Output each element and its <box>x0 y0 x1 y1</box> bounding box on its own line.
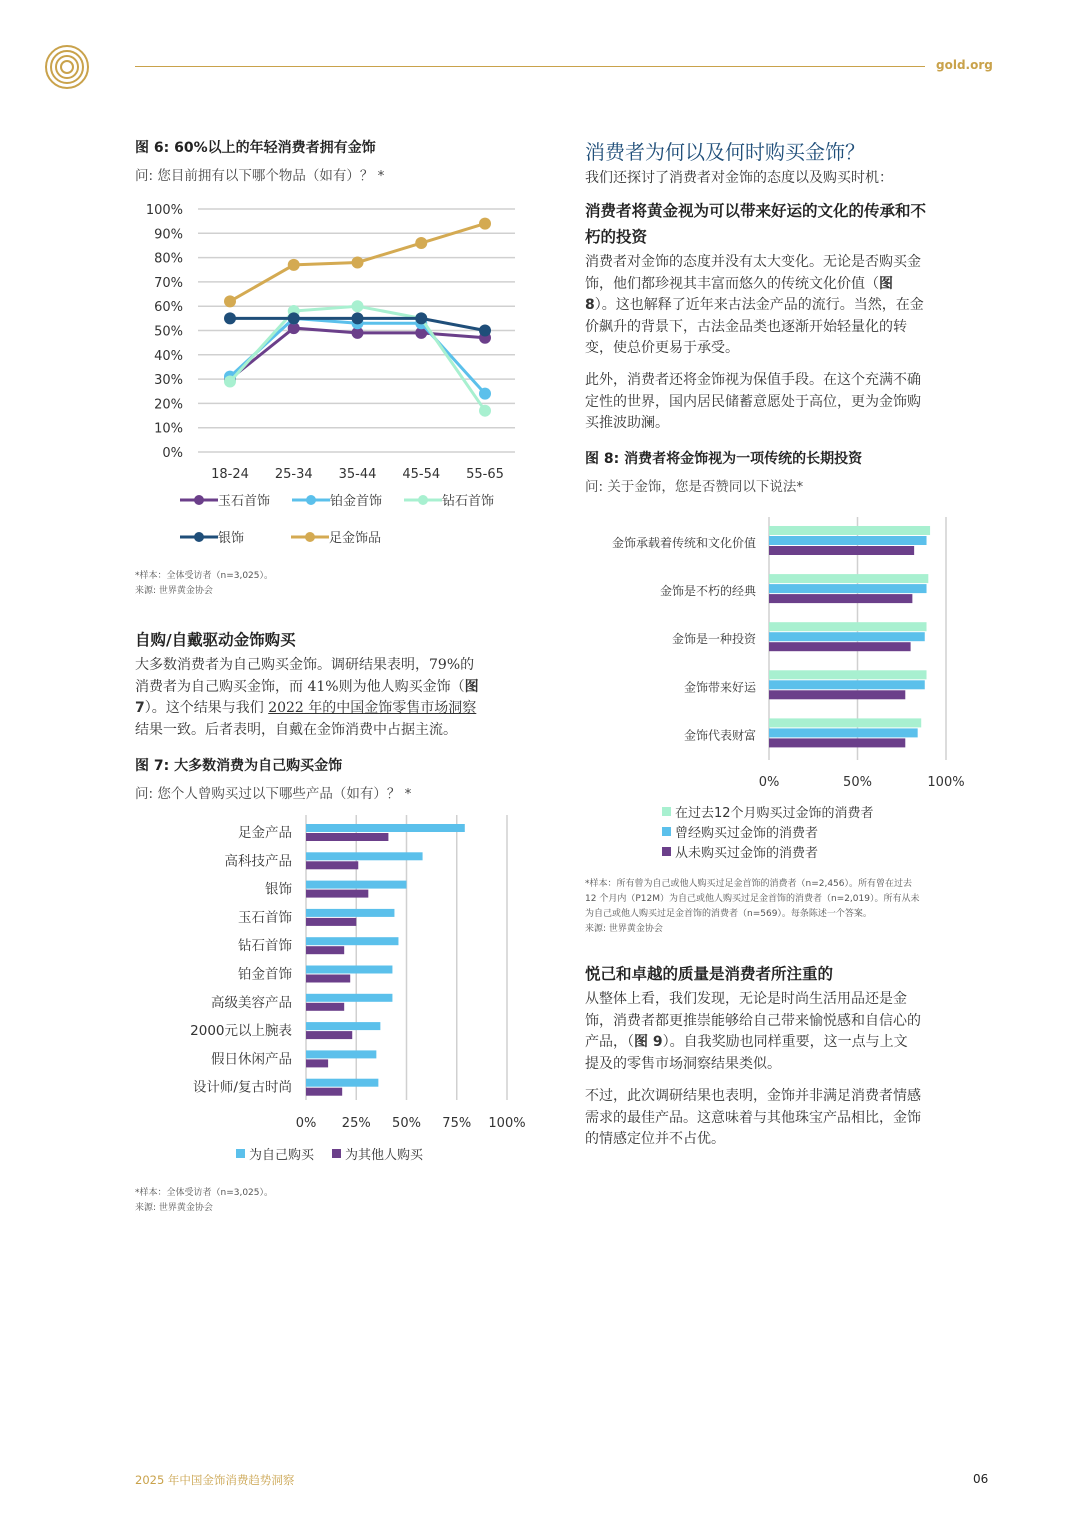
legend-p12m <box>662 801 874 821</box>
fig6-y-tick-label: 70% <box>154 275 183 291</box>
gold-logo-icon <box>44 44 90 94</box>
fig7-bar <box>306 946 344 954</box>
legend-silver-label: 银饰 <box>218 531 245 546</box>
fig6-x-tick-label: 35-44 <box>338 467 377 482</box>
site-link[interactable]: gold.org <box>936 58 993 72</box>
fig8-bar <box>769 594 912 603</box>
fig8-bar <box>769 622 927 631</box>
fig8-bar <box>769 536 927 545</box>
fig6-data-point <box>224 295 236 307</box>
fig7-bar <box>306 833 388 841</box>
self-p-fig-ref: 图 <box>464 678 479 695</box>
fig6-data-point <box>352 300 364 312</box>
self-p-line2-text: 消费者为自己购买金饰，而 41%则为他人购买金饰（ <box>135 678 465 695</box>
value-p-line1: 此外，消费者还将金饰视为保值手段。在这个充满不确 <box>585 372 921 388</box>
fig8-source-note: 来源: 世界黄金协会 <box>585 924 663 934</box>
fig8-x-tick-label: 100% <box>927 775 965 790</box>
fig6-y-tick-label: 0% <box>162 446 183 461</box>
fig8-bar <box>769 526 930 535</box>
self-p-fig-num: 7 <box>135 700 145 716</box>
fig7-bar <box>306 1003 344 1011</box>
fig7-bar <box>306 824 465 832</box>
legend-self-label: 为自己购买 <box>249 1148 315 1163</box>
legend-silver <box>180 527 244 546</box>
fig7-x-tick-label: 50% <box>392 1116 421 1131</box>
fig6-y-tick-label: 40% <box>154 348 183 364</box>
fig8-note-line3: 为自己或他人购买过足金首饰的消费者（n=569）。每条陈述一个答案。 <box>585 909 872 919</box>
fig7-bar <box>306 909 394 917</box>
fig8-bar <box>769 574 928 583</box>
fig7-bar <box>306 1031 352 1039</box>
fig6-y-tick-label: 60% <box>154 300 183 316</box>
self-p-line2 <box>135 677 555 699</box>
fig7-legend <box>236 1144 423 1163</box>
fig8-bar <box>769 642 911 651</box>
legend-self <box>236 1144 314 1163</box>
fig7-category-label: 假日休闲产品 <box>211 1051 292 1068</box>
fig6-source-note: 来源: 世界黄金协会 <box>135 586 213 596</box>
fig8-question: 问: 关于金饰，您是否赞同以下说法* <box>585 479 804 495</box>
fig6-data-point <box>415 237 427 249</box>
culture-p-line5: 变，使总价更易于承受。 <box>585 340 739 356</box>
fig7-category-label: 玉石首饰 <box>238 909 292 926</box>
quality-paragraph <box>585 989 995 1075</box>
fig8-x-tick-label: 50% <box>843 775 872 790</box>
fig6-line-chart <box>135 195 535 495</box>
fig7-bar <box>306 881 407 889</box>
fig8-bar <box>769 584 927 593</box>
fig8-bar <box>769 728 918 737</box>
fig6-question: 问: 您目前拥有以下哪个物品（如有）？ * <box>135 168 385 184</box>
retail-insight-link[interactable]: 2022 年的中国金饰零售市场洞察 <box>268 700 477 716</box>
fig7-bar <box>306 852 423 860</box>
legend-ever-swatch <box>662 827 671 836</box>
self-p-line3 <box>135 698 555 720</box>
fig6-x-tick-label: 25-34 <box>274 467 313 482</box>
fig6-x-tick-label: 18-24 <box>211 467 249 482</box>
fig6-legend <box>180 490 540 546</box>
fig7-category-label: 2000元以上腕表 <box>190 1023 292 1040</box>
legend-ever <box>662 821 874 841</box>
fig6-x-tick-label: 45-54 <box>402 467 441 482</box>
fig6-data-point <box>288 312 300 324</box>
fig7-bar <box>306 937 398 945</box>
value-paragraph <box>585 370 995 435</box>
value-p-line2: 定性的世界，国内居民储蓄意愿处于高位，更为金饰购 <box>585 393 921 410</box>
legend-never <box>662 841 874 861</box>
value-p-line3: 买推波助澜。 <box>585 415 669 431</box>
fig8-bar <box>769 738 905 747</box>
self-purchase-heading: 自购/自戴驱动金饰购买 <box>135 631 296 649</box>
fig8-x-tick-label: 0% <box>758 775 780 790</box>
self-p-line1: 大多数消费者为自己购买金饰。调研结果表明，79%的 <box>135 657 475 673</box>
culture-subheading-line2: 朽的投资 <box>585 228 648 246</box>
fig7-category-label: 高科技产品 <box>224 853 292 870</box>
fig8-note-line2: 12 个月内（P12M）为自己或他人购买过足金首饰的消费者（n=2,019）。所有从未 <box>585 894 920 904</box>
culture-p-line2 <box>585 274 995 296</box>
fig6-x-tick-label: 55-65 <box>466 467 504 482</box>
fig6-data-point <box>352 312 364 324</box>
fig6-data-point <box>288 259 300 271</box>
fig8-legend <box>662 801 874 861</box>
fig7-bar <box>306 1079 378 1087</box>
fig6-data-point <box>479 218 491 230</box>
self-p-line4: 结果一致。后者表明，自戴在金饰消费中占据主流。 <box>135 721 457 738</box>
legend-never-swatch <box>662 847 671 856</box>
legend-jade-label: 玉石首饰 <box>218 494 271 509</box>
fig7-x-tick-label: 75% <box>442 1116 472 1131</box>
fig7-category-label: 足金产品 <box>238 825 292 841</box>
culture-subheading-line1: 消费者将黄金视为可以带来好运的文化的传承和不 <box>585 202 927 220</box>
fig7-category-label: 银饰 <box>265 881 292 898</box>
fig8-category-label: 金饰是不朽的经典 <box>659 584 756 599</box>
fig8-bar-chart <box>585 515 995 795</box>
fig7-x-tick-label: 0% <box>295 1116 317 1131</box>
fig7-category-label: 设计师/复古时尚 <box>192 1079 292 1096</box>
fig6-y-tick-label: 90% <box>154 227 183 243</box>
fig8-bar <box>769 718 921 727</box>
culture-paragraph <box>585 252 995 360</box>
fig8-title: 图 8: 消费者将金饰视为一项传统的长期投资 <box>585 451 863 467</box>
fig8-bar <box>769 680 925 689</box>
emotion-p-line2: 需求的最佳产品。这意味着与其他珠宝产品相比，金饰 <box>585 1109 921 1126</box>
fig6-y-tick-label: 100% <box>145 203 183 218</box>
legend-others-swatch <box>332 1149 341 1158</box>
quality-p-line3 <box>585 1032 995 1054</box>
culture-p-line4: 价飙升的背景下，古法金品类也逐渐开始轻量化的转 <box>585 318 907 335</box>
quality-p-line1: 从整体上看，我们发现，无论是时尚生活用品还是金 <box>585 991 907 1007</box>
emotion-paragraph <box>585 1086 995 1151</box>
legend-self-swatch <box>236 1149 245 1158</box>
fig6-y-tick-label: 10% <box>154 421 183 437</box>
culture-p-fig-ref: 图 <box>879 275 893 292</box>
culture-subheading <box>585 198 926 250</box>
footer-report-title: 2025 年中国金饰消费趋势洞察 <box>135 1473 295 1487</box>
fig7-category-label: 铂金首饰 <box>238 966 292 983</box>
right-heading: 消费者为何以及何时购买金饰？ <box>585 140 865 164</box>
fig6-title: 图 6: 60%以上的年轻消费者拥有金饰 <box>135 140 376 156</box>
fig8-bar <box>769 546 914 555</box>
fig7-bar <box>306 918 356 926</box>
emotion-p-line3: 的情感定位并不占优。 <box>585 1131 725 1147</box>
culture-p-fig-num: 8 <box>585 297 595 313</box>
legend-diamond-label: 钻石首饰 <box>442 494 495 509</box>
fig8-category-label: 金饰是一种投资 <box>671 632 756 647</box>
fig7-bar <box>306 861 358 869</box>
quality-subheading: 悦己和卓越的质量是消费者所注重的 <box>585 965 834 983</box>
self-p-line3-text: ）。这个结果与我们 <box>144 700 269 716</box>
legend-platinum <box>292 490 382 509</box>
fig6-data-point <box>224 376 236 388</box>
fig7-category-label: 高级美容产品 <box>211 994 292 1011</box>
fig7-bar <box>306 1022 380 1030</box>
fig7-bar <box>306 975 350 983</box>
legend-gold <box>291 527 381 546</box>
fig7-bar <box>306 994 392 1002</box>
fig6-y-tick-label: 20% <box>154 397 183 413</box>
fig6-data-point <box>224 312 236 324</box>
legend-never-label: 从未购买过金饰的消费者 <box>675 845 819 861</box>
culture-p-line1: 消费者对金饰的态度并没有太大变化。无论是否购买金 <box>585 254 921 270</box>
fig8-bar <box>769 670 927 679</box>
quality-p-line2: 饰，消费者都更推崇能够给自己带来愉悦感和自信心的 <box>585 1012 921 1029</box>
legend-platinum-label: 铂金首饰 <box>330 494 383 509</box>
right-intro: 我们还探讨了消费者对金饰的态度以及购买时机： <box>585 170 893 186</box>
fig7-source-note: 来源: 世界黄金协会 <box>135 1203 213 1213</box>
fig7-bar <box>306 1088 342 1096</box>
fig7-category-label: 钻石首饰 <box>238 938 292 955</box>
fig7-x-tick-label: 25% <box>341 1116 371 1131</box>
fig8-category-label: 金饰承载着传统和文化价值 <box>611 536 756 550</box>
fig8-category-label: 金饰代表财富 <box>683 728 756 743</box>
quality-p-line3-rest: ）。自我奖励也同样重要，这一点与上文 <box>662 1034 908 1050</box>
legend-diamond <box>404 490 494 509</box>
fig6-sample-note: *样本：全体受访者（n=3,025）。 <box>135 571 274 581</box>
fig6-data-point <box>352 256 364 268</box>
fig6-y-tick-label: 30% <box>154 373 183 389</box>
header-rule <box>135 66 925 67</box>
fig6-y-tick-label: 50% <box>154 324 183 340</box>
fig6-data-point <box>479 388 491 400</box>
culture-p-line2-text: 饰，他们都珍视其丰富而悠久的传统文化价值（ <box>585 275 879 292</box>
self-purchase-paragraph <box>135 655 555 741</box>
fig8-category-label: 金饰带来好运 <box>683 680 756 695</box>
legend-gold-label: 足金饰品 <box>329 531 382 546</box>
fig7-x-tick-label: 100% <box>488 1116 526 1131</box>
culture-p-line3-text: ）。这也解释了近年来古法金产品的流行。当然，在金 <box>594 297 924 313</box>
page-number: 06 <box>973 1472 989 1486</box>
fig6-note <box>135 569 273 599</box>
fig7-bar <box>306 890 368 898</box>
legend-ever-label: 曾经购买过金饰的消费者 <box>675 825 819 841</box>
legend-others <box>332 1144 423 1163</box>
fig7-bar <box>306 1059 328 1067</box>
fig7-sample-note: *样本：全体受访者（n=3,025）。 <box>135 1188 274 1198</box>
culture-p-line3 <box>585 295 995 317</box>
fig7-bar <box>306 1050 376 1058</box>
emotion-p-line1: 不过，此次调研结果也表明，金饰并非满足消费者情感 <box>585 1088 921 1104</box>
fig8-note-line1: *样本：所有曾为自己或他人购买过足金首饰的消费者（n=2,456）。所有曾在过去 <box>585 879 913 889</box>
legend-jade <box>180 490 270 509</box>
fig7-bar-chart <box>135 815 555 1135</box>
quality-p-fig-ref: 图 9 <box>634 1034 663 1050</box>
fig8-bar <box>769 690 905 699</box>
legend-p12m-swatch <box>662 807 671 816</box>
legend-others-label: 为其他人购买 <box>345 1148 424 1163</box>
quality-p-line3-text: 产品，（ <box>585 1034 634 1050</box>
fig6-data-point <box>479 325 491 337</box>
quality-p-line4: 提及的零售市场洞察结果类似。 <box>585 1055 781 1072</box>
fig7-question: 问: 您个人曾购买过以下哪些产品（如有）？ * <box>135 786 412 802</box>
fig8-bar <box>769 632 925 641</box>
fig7-title: 图 7: 大多数消费为自己购买金饰 <box>135 758 343 774</box>
fig8-note <box>585 877 919 937</box>
fig6-data-point <box>479 405 491 417</box>
fig6-y-tick-label: 80% <box>154 251 183 267</box>
legend-p12m-label: 在过去12个月购买过金饰的消费者 <box>675 805 874 821</box>
fig6-data-point <box>415 312 427 324</box>
fig7-note <box>135 1186 273 1216</box>
fig7-bar <box>306 966 392 974</box>
